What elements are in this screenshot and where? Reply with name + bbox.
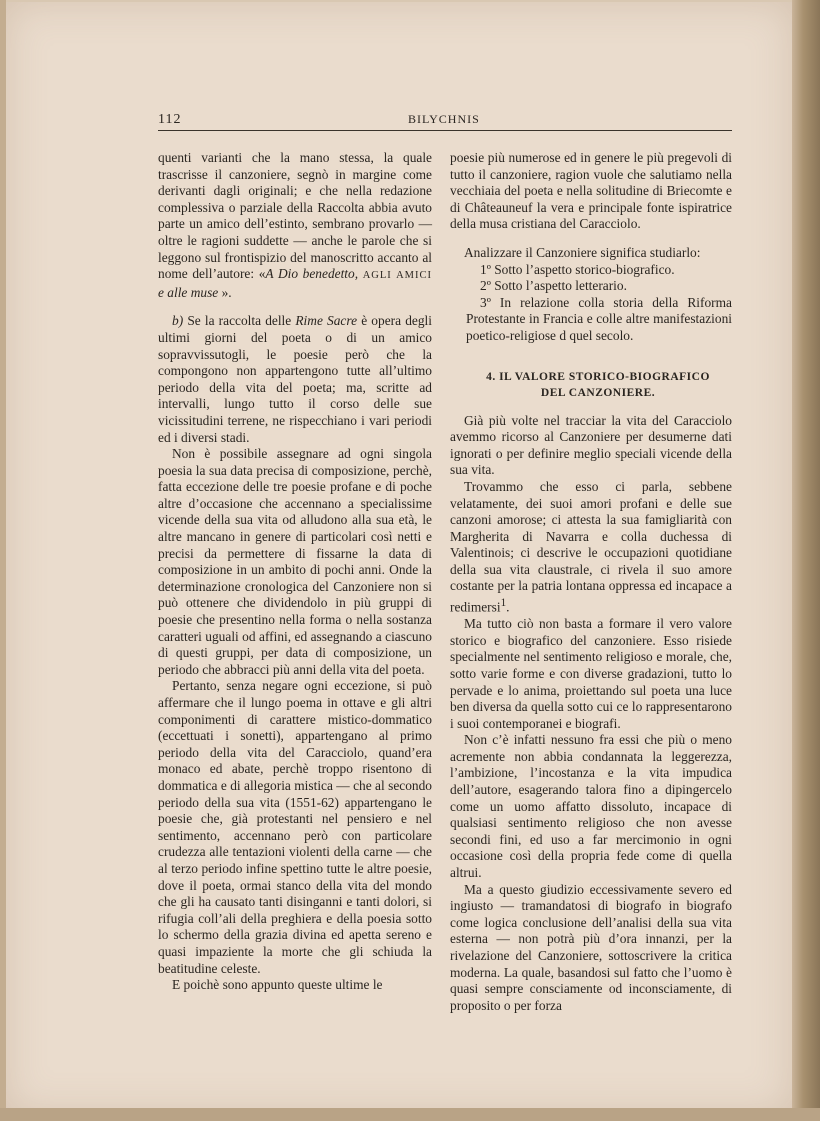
paragraph: Non c’è infatti nessuno fra essi che più o meno acremente non abbia condannata la leggerezza, l’ambizione, l’incostanza e la vita impudica dell’autore, esagerando talora fino a dipingercelo come un uomo affatto dissoluto, incapace di qualsiasi sentimento religioso che non avesse secondi fini, ed uso a far mercimonio in ogni occasione così della propria fede come di quella altrui. bbox=[450, 732, 732, 881]
footnote-marker: 1 bbox=[500, 597, 507, 610]
paragraph-text: ». bbox=[221, 284, 232, 300]
header-rule bbox=[158, 130, 732, 131]
paragraph-text: è opera degli ultimi giorni del poeta o di un amico sopravvissutogli, le poesie però che la compongono non appartengono tutte all’ultimo periodo della vita del poeta; ma, scritte ad intervalli, lungo tutto il corso delle sue vicissitudini terrene, ne rispecchiano i vari periodi ed i diversi stadi. bbox=[158, 313, 432, 445]
paragraph-text: . bbox=[506, 599, 510, 615]
quote-italic: e alle muse bbox=[158, 284, 219, 300]
list-item: 1º Sotto l’aspetto storico-biografico. bbox=[480, 261, 675, 277]
work-title: Rime Sacre bbox=[295, 313, 358, 329]
paragraph: Già più volte nel tracciar la vita del Caracciolo avemmo ricorso al Canzoniere per desumerne dati ignorati o per definire meglio speciali vicende della sua vita. bbox=[450, 412, 732, 478]
section-title: 4. IL VALORE STORICO-BIOGRAFICO bbox=[486, 370, 710, 383]
paragraph: Ma tutto ciò non basta a formare il vero valore storico e biografico del canzoniere. Esso risiede specialmente nel sentimento religioso e morale, che, sotto varie forme e con diverse gradazioni, tutto lo pervade e lo anima, proiettando sul poeta una luce ben diversa da quella sotto cui ce lo rappresentarono i suoi contemporanei e biografi. bbox=[450, 616, 732, 731]
list-item: 3º In relazione colla storia della Riforma Protestante in Francia e colle altre manifestazioni poetico-religiose d quel secolo. bbox=[466, 294, 732, 343]
spacer bbox=[450, 401, 732, 413]
spacer bbox=[450, 345, 732, 369]
quote-italic: A Dio benedetto, bbox=[265, 266, 359, 282]
section-title: DEL CANZONIERE. bbox=[540, 386, 656, 399]
paragraph: Ma a questo giudizio eccessivamente severo ed ingiusto — tramandatosi di biografo in biografo come logica conclusione dell’analisi della sua vita esterna — non potrà più d’ora innanzi, per la rivelazione del Canzoniere, sottoscrivere la critica moderna. La quale, basandosi sul fatto che l’uomo è quasi sempre consciamente od inconsciamente, di proposito o per forza bbox=[450, 881, 732, 1013]
spacer bbox=[158, 301, 432, 313]
paragraph-text: Se la raccolta delle bbox=[187, 313, 292, 329]
spacer bbox=[450, 233, 732, 245]
facing-page-edge bbox=[792, 0, 820, 1121]
left-column bbox=[158, 150, 432, 994]
paragraph bbox=[450, 479, 732, 616]
page-number: 112 bbox=[158, 112, 182, 127]
paragraph-text: Trovammo che esso ci parla, sebbene velatamente, dei suoi amori profani e delle sue canzoni amorose; ci attesta la sua famigliarità con Margherita di Navarra e colla duchessa di Valentinois; ci descrive le occupazioni quotidiane della sua vita claustrale, ci rivela il suo amore costante per la patria lontana oppressa ed incapace a redimersi bbox=[450, 478, 732, 615]
paragraph: Non è possibile assegnare ad ogni singola poesia la sua data precisa di composizione, perchè, fatta eccezione delle tre poesie profane e di poche altre d’occasione che accennano a specialissime vicende della sua vita od alludono alla sua età, le altre mancano in genere di particolari così netti e precisi da permettere di fissarne la data di composizione in un ambito di pochi anni. Onde la determinazione cronologica del Canzoniere non si può ottenere che dividendolo in più gruppi di poesie che presentino nella forma o nella sostanza caratteri uguali od affini, ed assegnando a ciascuno di questi gruppi, per data di composizione, un periodo che abbracci più anni della vita del poeta. bbox=[158, 446, 432, 677]
paragraph: Pertanto, senza negare ogni eccezione, si può affermare che il lungo poema in ottave e gli altri componimenti di carattere mistico-dommatico (eccettuati i sonetti), appartengano al primo periodo della vita del Caracciolo, quand’era monaco ed abate, perchè troppo risentono di dommatica e di allegoria mistica — che al secondo periodo della sua vita (1551-62) appartengano le poesie che, già protestanti nel pensiero e nel sentimento, accennano però con particolare crudezza alle tentazioni violenti della carne — che al terzo periodo infine spettino tutte le altre poesie, dove il poeta, ormai stanco della vita del mondo che gli ha causato tanti disinganni e tanti dolori, si rifugia coll’ali della preghiera e della poesia sotto lo schermo della grazia divina ed apetta sereno e quasi impaziente la morte che gli schiuda la beatitudine celeste. bbox=[158, 678, 432, 976]
paragraph: E poichè sono appunto queste ultime le bbox=[172, 977, 383, 993]
running-header bbox=[158, 108, 732, 132]
list-item: 2º Sotto l’aspetto letterario. bbox=[480, 278, 627, 294]
paragraph bbox=[158, 150, 432, 301]
right-column bbox=[450, 150, 732, 1014]
quote-smallcaps: AGLI AMICI bbox=[362, 270, 432, 282]
item-label: b) bbox=[172, 313, 184, 329]
paragraph: Analizzare il Canzoniere significa studiarlo: bbox=[464, 244, 701, 260]
paragraph: poesie più numerose ed in genere le più pregevoli di tutto il canzoniere, ragion vuole che salutiamo nella vecchiaia del poeta e nella solitudine di Briecomte e di Châteauneuf la vera e principale fonte ispiratrice della musa cristiana del Caracciolo. bbox=[450, 150, 732, 232]
paragraph bbox=[158, 313, 432, 446]
running-head-title: BILYCHNIS bbox=[408, 112, 480, 126]
page-bottom-edge bbox=[0, 1108, 820, 1121]
paragraph-text: quenti varianti che la mano stessa, la quale trascrisse il canzoniere, segnò in margine come derivanti dagli originali; e che nella redazione complessiva o parziale della Raccolta abbia avuto parte un amico dell’estinto, sembrano provarlo — oltre le ragioni suddette — anche le parole che si leggono sul frontispizio del manoscritto accanto al nome dell’autore: « bbox=[158, 150, 432, 282]
